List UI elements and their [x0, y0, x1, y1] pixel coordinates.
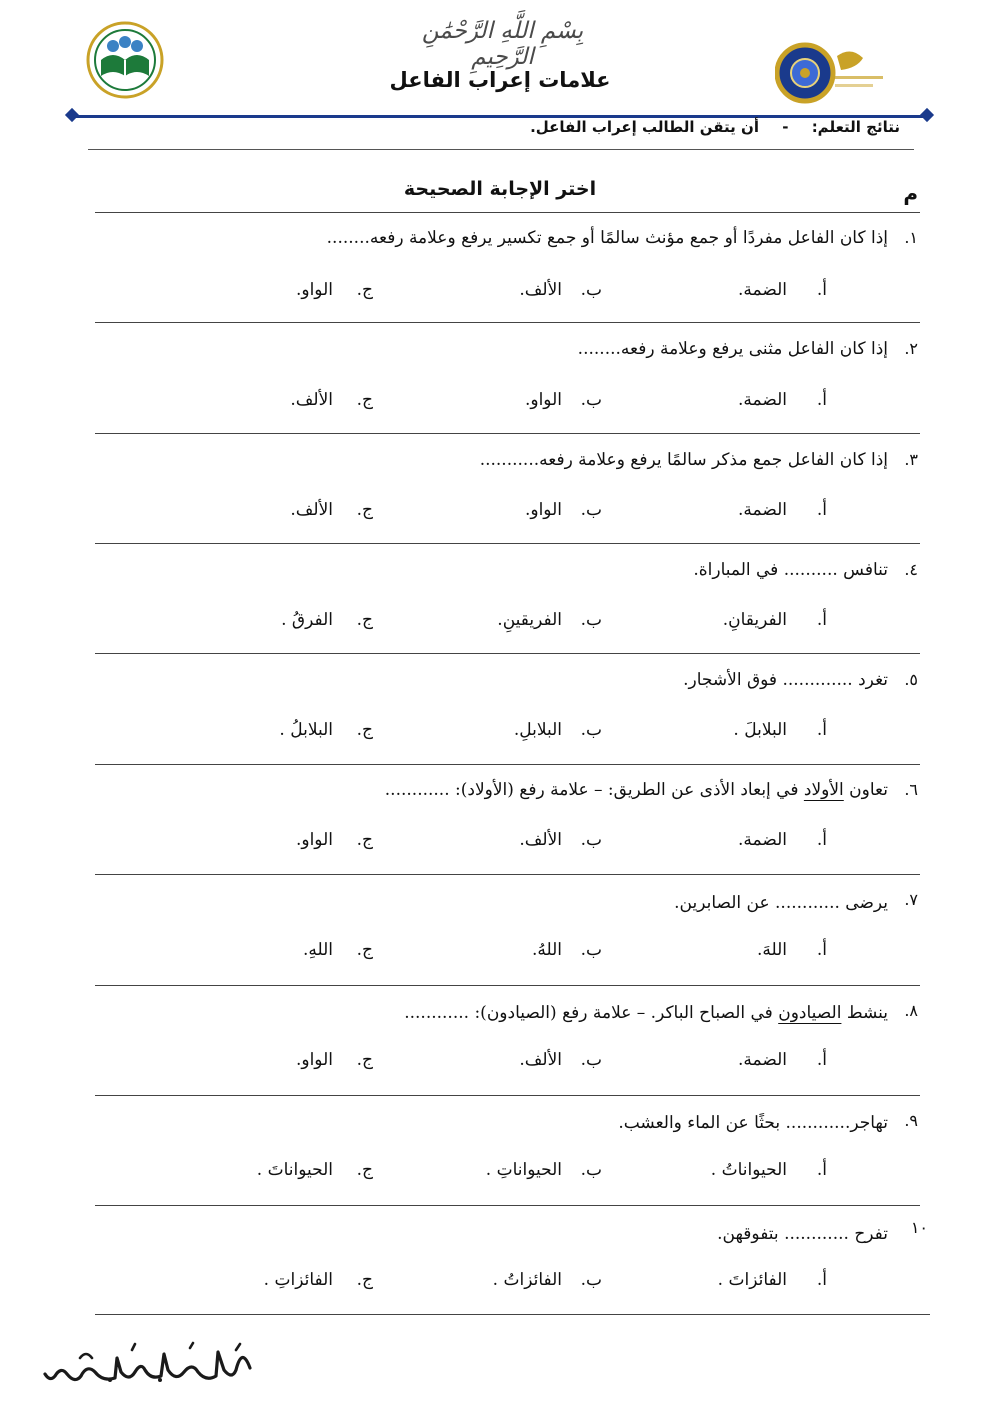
option-c[interactable]: ج.الواو.: [295, 830, 373, 850]
row-divider: [95, 1205, 920, 1206]
option-a[interactable]: أ.الحيواناتُ .: [710, 1160, 827, 1180]
option-c[interactable]: ج.الواو.: [295, 280, 373, 300]
row-divider: [95, 212, 920, 213]
question-text: ينشط الصيادون في الصباح الباكر. – علامة رفع (الصيادون): ............: [404, 1003, 888, 1023]
row-divider: [95, 1095, 920, 1096]
outcomes-label: نتائج التعلم:: [811, 118, 900, 136]
learning-outcomes: [530, 118, 900, 136]
row-divider: [95, 653, 920, 654]
question-number: ٥.: [904, 670, 918, 689]
outcomes-text: أن يتقن الطالب إعراب الفاعل.: [530, 118, 759, 136]
question-text: تفرح ............ بتفوقهن.: [717, 1224, 888, 1244]
option-a[interactable]: أ.الضمة.: [738, 1050, 827, 1070]
option-a[interactable]: أ.الفريقانِ.: [722, 610, 827, 630]
option-b[interactable]: ب.البلابلِ.: [513, 720, 602, 740]
question-text: تعاون الأولاد في إبعاد الأذى عن الطريق: – علامة رفع (الأولاد): ............: [384, 780, 888, 800]
question-number: ٢.: [904, 339, 918, 358]
option-c[interactable]: ج.اللهِ.: [302, 940, 373, 960]
option-b[interactable]: ب.الألف.: [519, 830, 602, 850]
option-c[interactable]: ج.الفائزاتِ .: [263, 1270, 373, 1290]
question-text: يرضى ............ عن الصابرين.: [674, 893, 888, 913]
option-c[interactable]: ج.الألف.: [290, 500, 373, 520]
question-number: ٩.: [904, 1111, 918, 1130]
question-text: تغرد ............. فوق الأشجار.: [683, 670, 888, 690]
option-c[interactable]: ج.البلابلُ .: [279, 720, 373, 740]
question-number: ٧.: [904, 890, 918, 909]
option-a[interactable]: أ.الضمة.: [738, 390, 827, 410]
row-divider: [95, 764, 920, 765]
outcomes-dash: -: [782, 118, 789, 136]
row-divider: [95, 1314, 930, 1315]
instruction-heading: اختر الإجابة الصحيحة: [403, 178, 597, 200]
question-text: تنافس .......... في المباراة.: [693, 560, 888, 580]
row-divider: [95, 985, 920, 986]
question-text: تهاجر............ بحثًا عن الماء والعشب.: [618, 1113, 888, 1133]
row-divider: [95, 322, 920, 323]
option-c[interactable]: ج.الحيواناتَ .: [256, 1160, 373, 1180]
column-number-header: م: [903, 181, 918, 205]
option-b[interactable]: ب.الفائزاتُ .: [492, 1270, 602, 1290]
basmala-calligraphy: بِسْمِ اللَّهِ الرَّحْمَٰنِ الرَّحِيمِ: [421, 18, 584, 70]
option-b[interactable]: ب.اللهُ.: [531, 940, 602, 960]
divider-ornament: [65, 108, 79, 122]
question-number: ١.: [904, 228, 918, 247]
teacher-signature: [40, 1338, 260, 1388]
option-a[interactable]: أ.الفائزاتَ .: [717, 1270, 827, 1290]
underlined-subject: الصيادون: [778, 1003, 842, 1023]
option-b[interactable]: ب.الواو.: [524, 500, 602, 520]
row-divider: [95, 874, 920, 875]
school-logo-left: [85, 20, 165, 100]
divider-ornament: [920, 108, 934, 122]
question-text: إذا كان الفاعل جمع مذكر سالمًا يرفع وعلامة رفعه...........: [479, 450, 888, 470]
option-c[interactable]: ج.الألف.: [290, 390, 373, 410]
row-divider: [95, 543, 920, 544]
page-title: علامات إعراب الفاعل: [389, 68, 611, 92]
question-number: ٤.: [904, 560, 918, 579]
outcomes-divider: [88, 149, 914, 150]
option-b[interactable]: ب.الحيواناتِ .: [485, 1160, 602, 1180]
option-b[interactable]: ب.الألف.: [519, 280, 602, 300]
school-logo-right: [775, 38, 893, 108]
option-a[interactable]: أ.اللهَ.: [756, 940, 827, 960]
option-c[interactable]: ج.الفرقُ .: [281, 610, 373, 630]
question-number: ٨.: [904, 1001, 918, 1020]
option-a[interactable]: أ.الضمة.: [738, 830, 827, 850]
question-text: إذا كان الفاعل مفردًا أو جمع مؤنث سالمًا أو جمع تكسير يرفع وعلامة رفعه........: [326, 228, 888, 248]
underlined-subject: الأولاد: [803, 780, 844, 800]
option-a[interactable]: أ.البلابلَ .: [733, 720, 827, 740]
option-a[interactable]: أ.الضمة.: [738, 500, 827, 520]
question-text: إذا كان الفاعل مثنى يرفع وعلامة رفعه........: [577, 339, 888, 359]
row-divider: [95, 433, 920, 434]
option-c[interactable]: ج.الواو.: [295, 1050, 373, 1070]
option-b[interactable]: ب.الألف.: [519, 1050, 602, 1070]
question-number: ٣.: [904, 450, 918, 469]
option-b[interactable]: ب.الواو.: [524, 390, 602, 410]
option-a[interactable]: أ.الضمة.: [738, 280, 827, 300]
question-number: ٦.: [904, 780, 918, 799]
question-number: ١٠: [910, 1218, 928, 1237]
option-b[interactable]: ب.الفريقينِ.: [497, 610, 602, 630]
